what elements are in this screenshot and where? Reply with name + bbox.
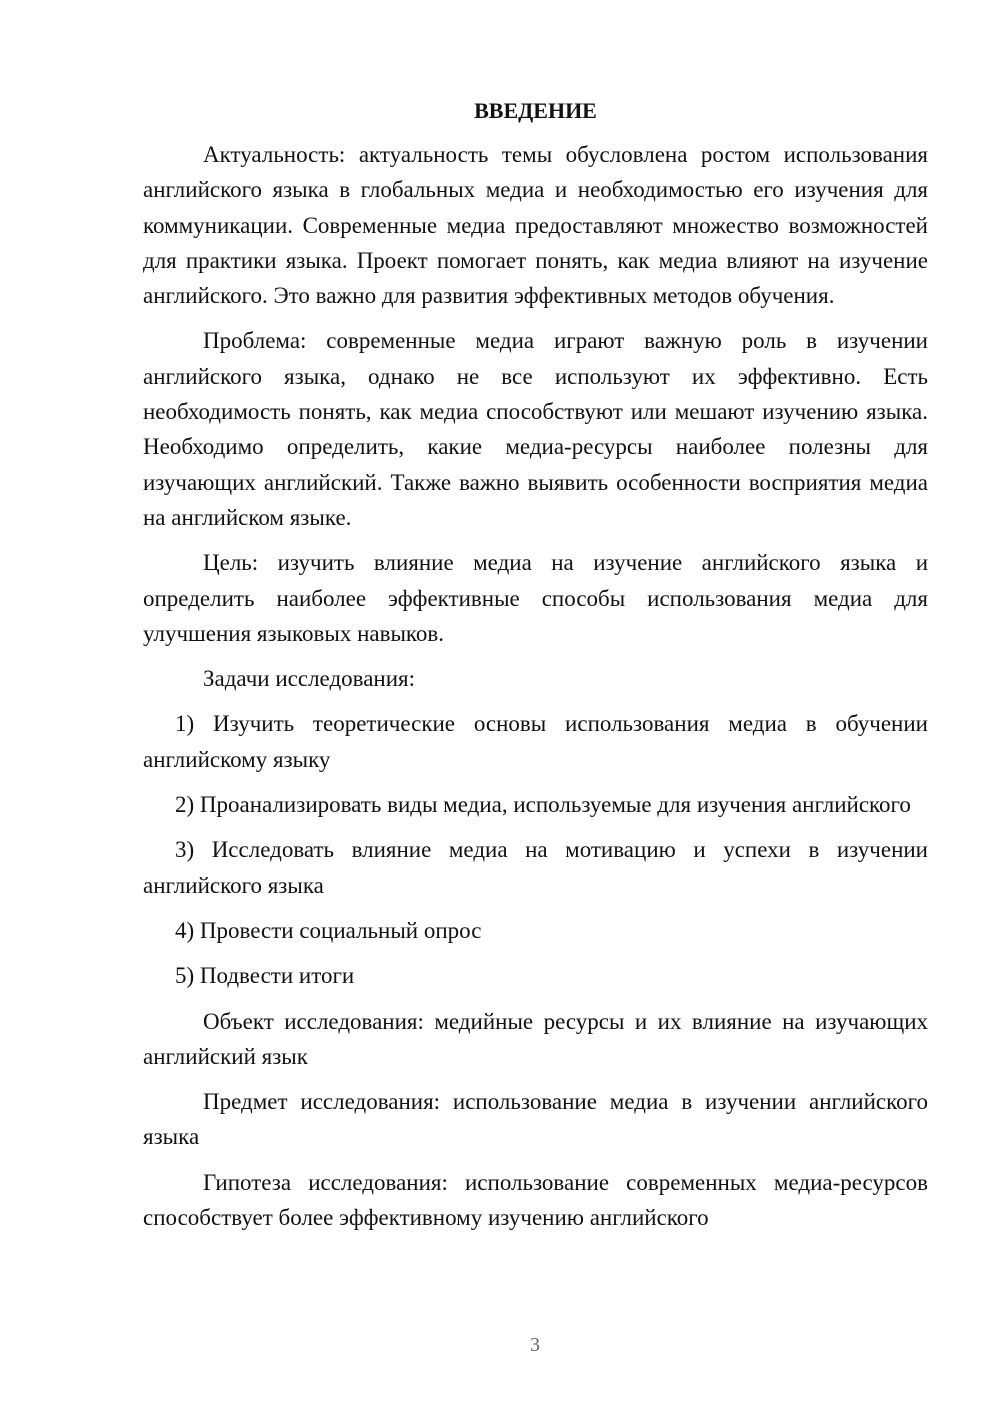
page-content (143, 94, 928, 1235)
object-paragraph: Объект исследования: медийные ресурсы и их влияние на изучающих английский язык (143, 1008, 928, 1069)
hypothesis-paragraph: Гипотеза исследования: использование современных медиа-ресурсов способствует более эффективному изучению английского (143, 1169, 928, 1231)
task-item-2: 2) Проанализировать виды медиа, используемые для изучения английского (175, 792, 911, 818)
task-item-3: 3) Исследовать влияние медиа на мотивацию и успехи в изучении английского языка (143, 837, 928, 898)
page-number: 3 (530, 1334, 540, 1356)
section-title: ВВЕДЕНИЕ (474, 98, 597, 123)
task-item-5: 5) Подвести итоги (175, 963, 355, 989)
problem-paragraph: Проблема: современные медиа играют важную роль в изучении английского языка, однако не все используют их эффективно. Есть необходимость понять, как медиа способствуют или мешают изучению языка. Необходимо определить, какие медиа-ресурсы наиболее полезны для изучающих английский. Также важно выявить особенности восприятия медиа на английском языке. (143, 328, 928, 530)
goal-paragraph: Цель: изучить влияние медиа на изучение английского языка и определить наиболее эффективные способы использования медиа для улучшения языковых навыков. (143, 550, 928, 646)
tasks-heading: Задачи исследования: (203, 666, 416, 692)
task-item-4: 4) Провести социальный опрос (175, 917, 482, 943)
subject-paragraph: Предмет исследования: использование медиа в изучении английского языка (143, 1089, 928, 1150)
relevance-paragraph: Актуальность: актуальность темы обусловлена ростом использования английского языка в глобальных медиа и необходимостью его изучения для коммуникации. Современные медиа предоставляют множество возможностей для практики языка. Проект помогает понять, как медиа влияют на изучение английского. Это важно для развития эффективных методов обучения. (143, 142, 928, 309)
task-item-1: 1) Изучить теоретические основы использования медиа в обучении английскому языку (143, 711, 928, 772)
